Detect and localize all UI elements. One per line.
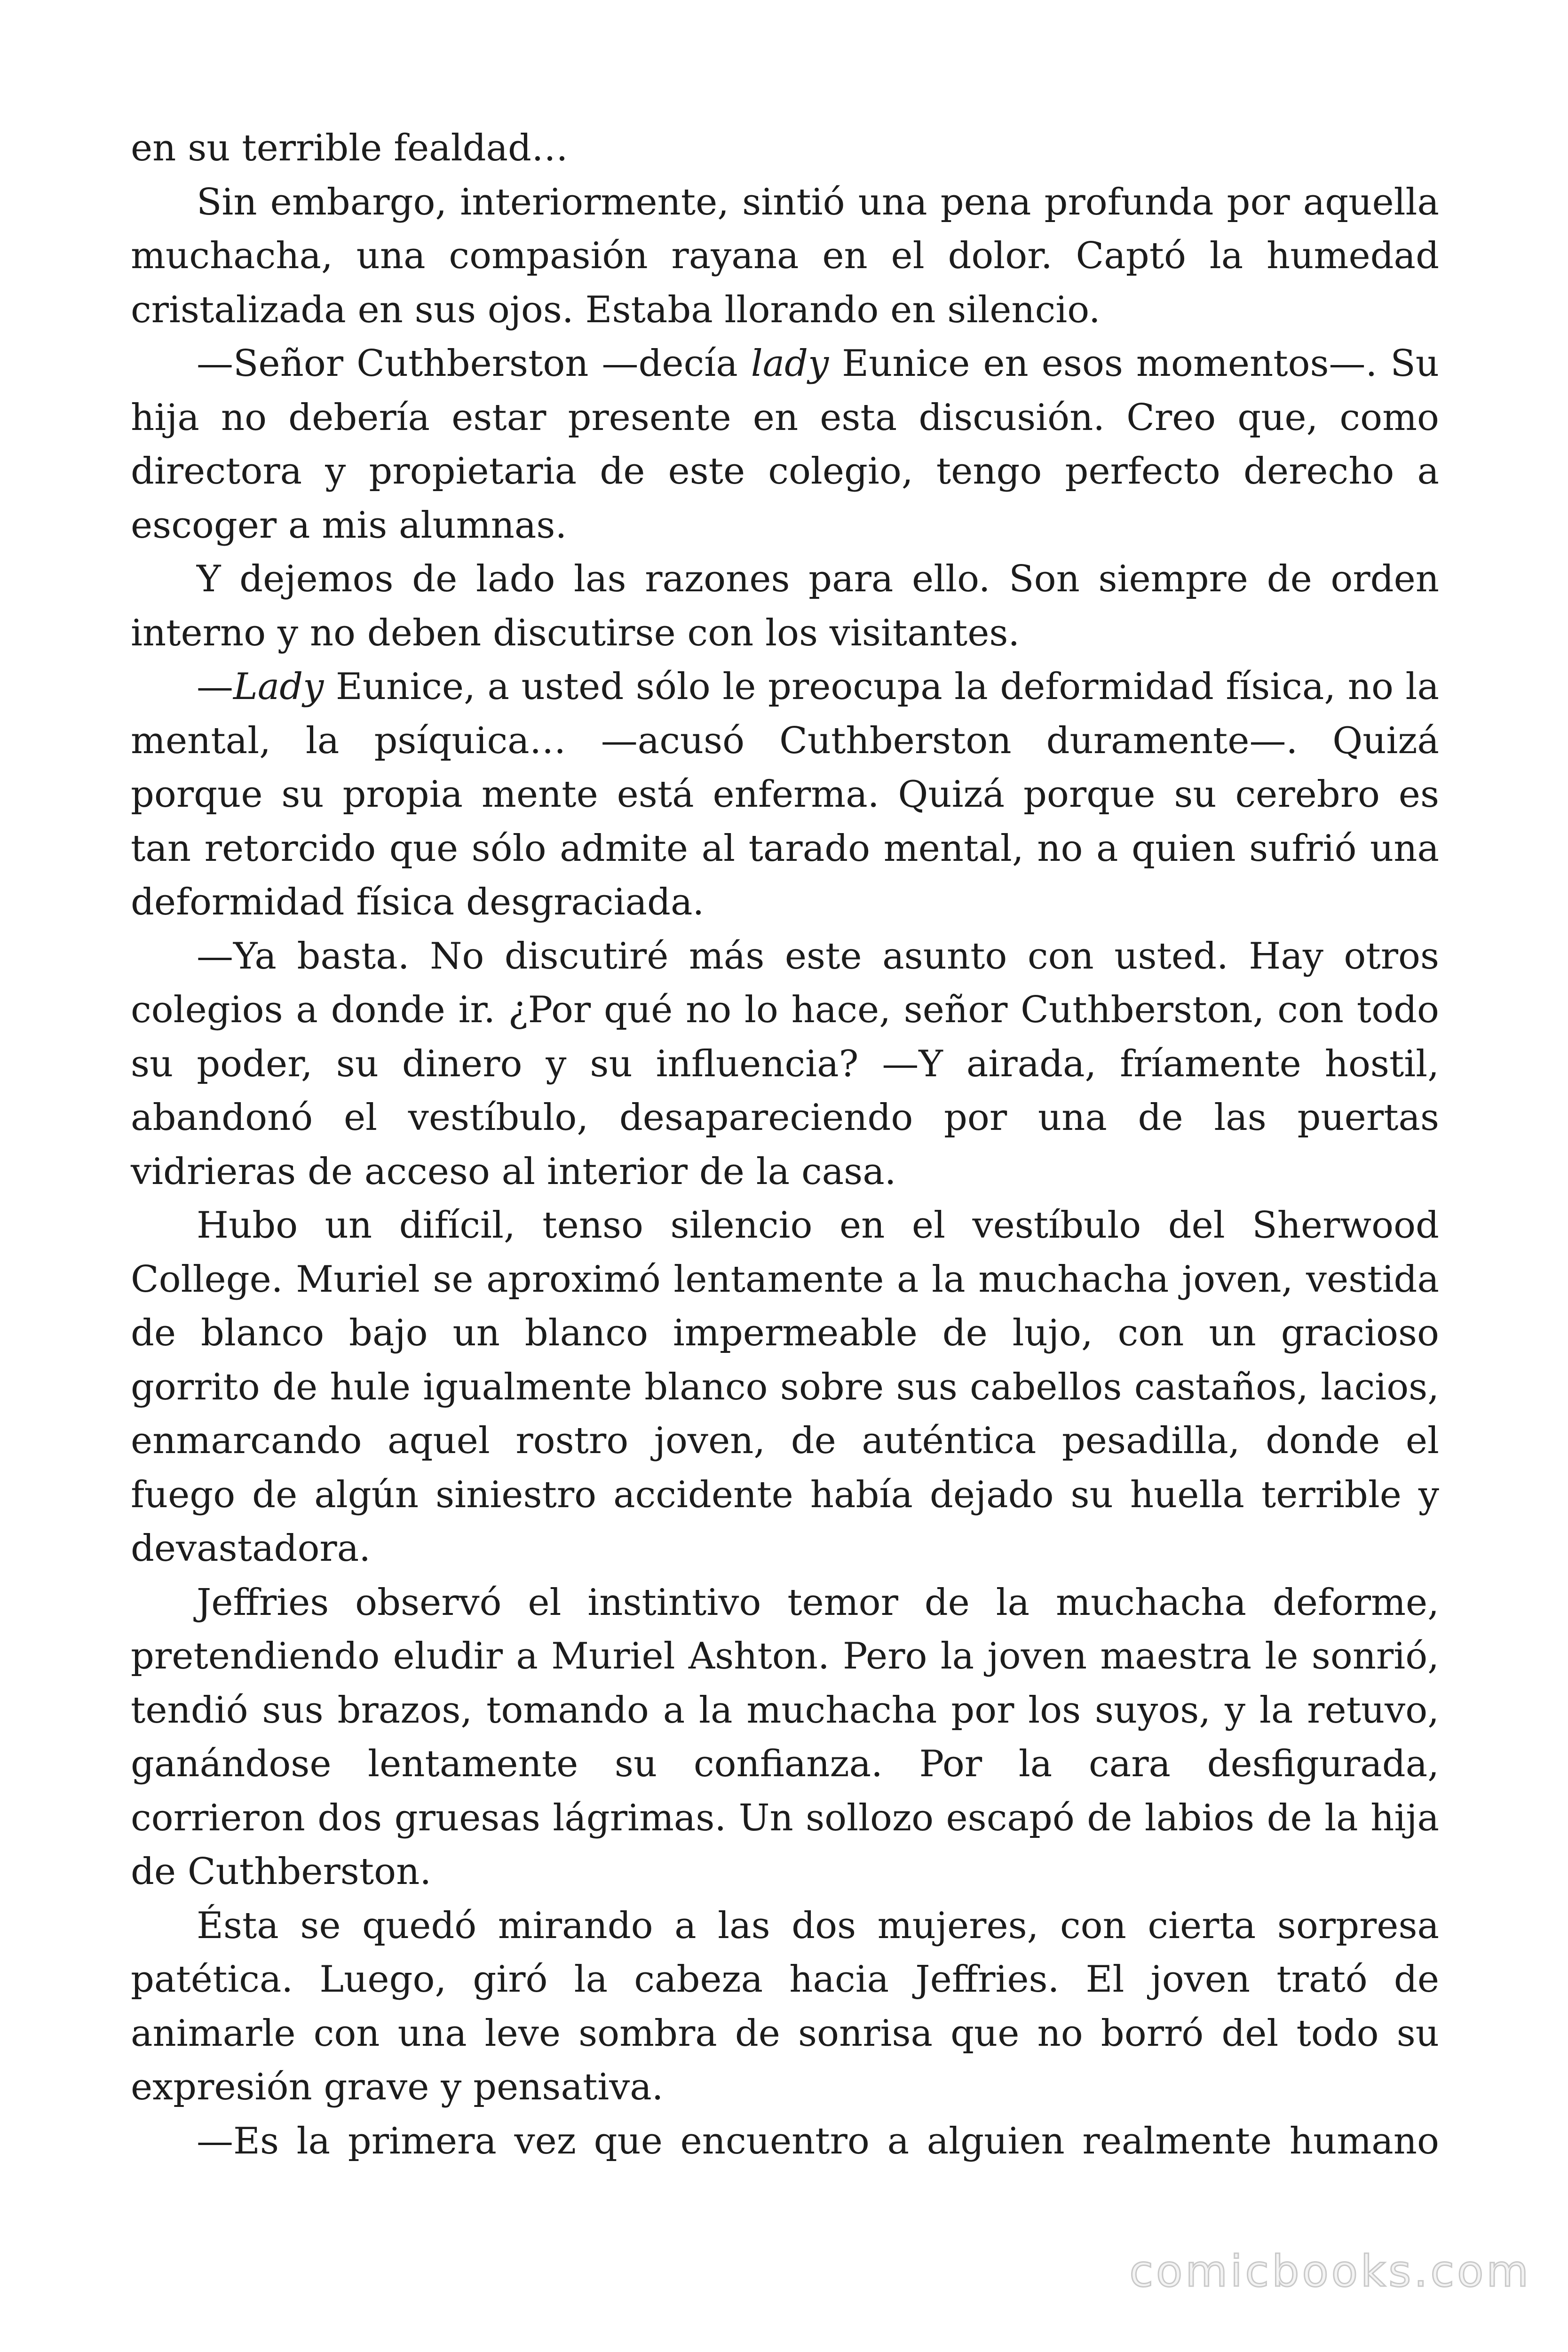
text-run: Hubo un difícil, tenso silencio en el vestíbulo del Sherwood College. Muriel se aproximó lentamente a la muchacha joven, vestida de blanco bajo un blanco impermeable de lujo, con un gracioso gorrito de hule igualmente blanco sobre sus cabellos castaños, lacios, enmarcando aquel rostro joven, de auténtica pesadilla, donde el fuego de algún siniestro accidente había dejado su huella terrible y devastadora. bbox=[131, 1204, 1439, 1570]
italic-text: lady bbox=[751, 342, 829, 385]
book-page-text bbox=[131, 121, 1439, 2168]
paragraph bbox=[131, 930, 1439, 1199]
paragraph bbox=[131, 660, 1439, 930]
paragraph bbox=[131, 2114, 1439, 2169]
paragraph bbox=[131, 175, 1439, 337]
text-run: Y dejemos de lado las razones para ello. Son siempre de orden interno y no deben discutirse con los visitantes. bbox=[131, 558, 1439, 654]
text-run: —Es la primera vez que encuentro a alguien realmente humano bbox=[197, 2120, 1439, 2162]
text-run: Ésta se quedó mirando a las dos mujeres, con cierta sorpresa patética. Luego, giró la cabeza hacia Jeffries. El joven trató de animarle con una leve sombra de sonrisa que no borró del todo su expresión grave y pensativa. bbox=[131, 1904, 1439, 2108]
paragraph bbox=[131, 1199, 1439, 1576]
italic-text: Lady bbox=[233, 666, 324, 708]
text-run: —Ya basta. No discutiré más este asunto con usted. Hay otros colegios a donde ir. ¿Por qué no lo hace, señor Cuthberston, con todo su poder, su dinero y su influencia? —Y airada, fríamente hostil, abandonó el vestíbulo, desapareciendo por una de las puertas vidrieras de acceso al interior de la casa. bbox=[131, 935, 1439, 1193]
text-run: Jeffries observó el instintivo temor de la muchacha deforme, pretendiendo eludir a Muriel Ashton. Pero la joven maestra le sonrió, tendió sus brazos, tomando a la muchacha por los suyos, y la retuvo, ganándose lentamente su confianza. Por la cara desfigurada, corrieron dos gruesas lágrimas. Un sollozo escapó de labios de la hija de Cuthberston. bbox=[131, 1581, 1439, 1893]
paragraph bbox=[131, 1899, 1439, 2114]
text-run: — bbox=[197, 666, 233, 708]
paragraph bbox=[131, 121, 1439, 175]
text-run: Eunice, a usted sólo le preocupa la deformidad física, no la mental, la psíquica… —acusó Cuthberston duramente—. Quizá porque su propia mente está enferma. Quizá porque su cerebro es tan retorcido que sólo admite al tarado mental, no a quien sufrió una deformidad física desgraciada. bbox=[131, 666, 1439, 923]
text-run: —Señor Cuthberston —decía bbox=[197, 342, 751, 385]
text-run: Eunice en esos momentos—. Su hija no debería estar presente en esta discusión. Creo que, como directora y propietaria de este colegio, tengo perfecto derecho a escoger a mis alumnas. bbox=[131, 342, 1440, 547]
text-run: Sin embargo, interiormente, sintió una pena profunda por aquella muchacha, una compasión rayana en el dolor. Captó la humedad cristalizada en sus ojos. Estaba llorando en silencio. bbox=[131, 181, 1439, 331]
paragraph bbox=[131, 337, 1439, 552]
text-run: en su terrible fealdad… bbox=[131, 127, 568, 169]
watermark: comicbooks.com bbox=[1129, 2246, 1531, 2296]
paragraph bbox=[131, 1576, 1439, 1899]
paragraph bbox=[131, 552, 1439, 660]
